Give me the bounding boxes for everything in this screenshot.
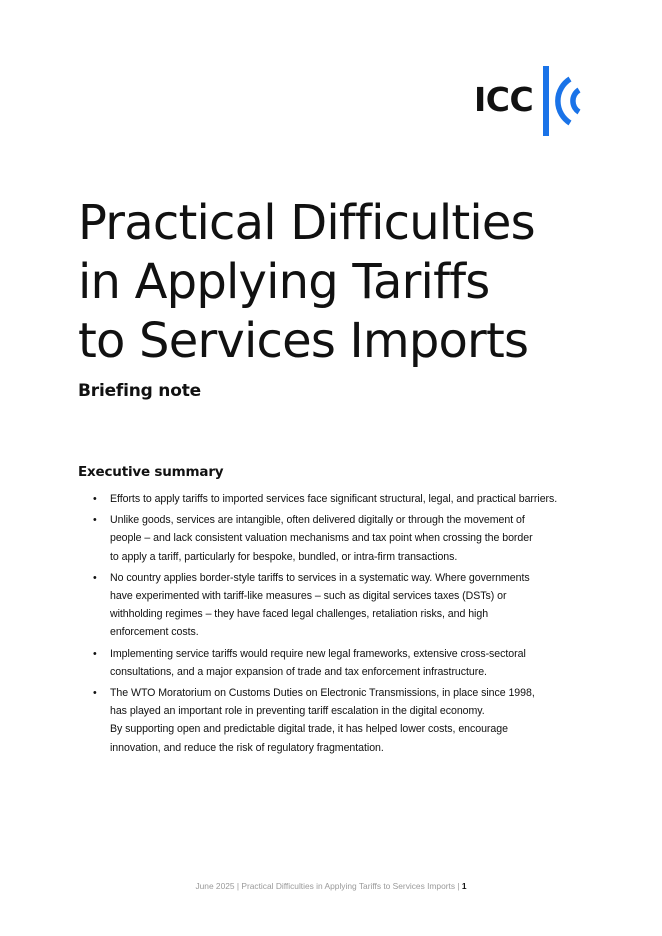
bullet-text-line: enforcement costs. (110, 626, 199, 639)
bullet-text-line: By supporting open and predictable digital trade, it has helped lower costs, encourage (110, 723, 508, 736)
bullet-text-line: people – and lack consistent valuation mechanisms and tax point when crossing the border (110, 532, 533, 545)
bullet-text-line: No country applies border-style tariffs to services in a systematic way. Where governments (110, 571, 530, 584)
summary-bullet-item (93, 511, 593, 566)
summary-bullet-item (93, 645, 593, 681)
icc-signal-mark-icon (543, 66, 585, 136)
bullet-text-line: Unlike goods, services are intangible, often delivered digitally or through the movement of (110, 514, 525, 527)
title-line: Practical Difficulties (78, 195, 535, 251)
bullet-marker: • (93, 493, 97, 505)
document-title (78, 194, 618, 371)
bullet-text-line: Efforts to apply tariffs to imported services face significant structural, legal, and practical barriers. (110, 493, 558, 505)
bullet-marker: • (93, 687, 97, 700)
bullet-marker: • (93, 647, 97, 660)
title-line: to Services Imports (78, 313, 529, 369)
bullet-text-line: consultations, and a major expansion of trade and tax enforcement infrastructure. (110, 665, 487, 678)
bullet-text-line: has played an important role in preventing tariff escalation in the digital economy. (110, 705, 485, 718)
logo-arc-inner (573, 90, 579, 112)
bullet-text-line: to apply a tariff, particularly for bespoke, bundled, or intra-firm transactions. (110, 550, 458, 563)
bullet-marker: • (93, 571, 97, 584)
section-heading-executive-summary: Executive summary (78, 464, 224, 480)
page-footer (0, 880, 662, 892)
logo-text: ICC (474, 80, 534, 119)
footer-text: June 2025 | Practical Difficulties in Applying Tariffs to Services Imports | (195, 881, 460, 891)
summary-bullet-item (93, 490, 593, 508)
bullet-text-line: withholding regimes – they have faced legal challenges, retaliation risks, and high (110, 608, 489, 621)
logo-bar (543, 66, 549, 136)
icc-logo (474, 66, 586, 136)
bullet-text-line: The WTO Moratorium on Customs Duties on Electronic Transmissions, in place since 1998, (110, 687, 535, 700)
document-subtitle: Briefing note (78, 381, 201, 401)
bullet-text-line: have experimented with tariff-like measures – such as digital services taxes (DSTs) or (110, 590, 507, 603)
page-number: 1 (461, 881, 467, 891)
logo-arc-outer (558, 79, 570, 123)
summary-bullet-item (93, 684, 593, 757)
title-line: in Applying Tariffs (78, 254, 490, 310)
executive-summary-list (93, 490, 593, 760)
summary-bullet-item (93, 569, 593, 642)
bullet-text-line: innovation, and reduce the risk of regulatory fragmentation. (110, 741, 384, 754)
bullet-marker: • (93, 514, 97, 527)
bullet-text-line: Implementing service tariffs would require new legal frameworks, extensive cross-sectoral (110, 647, 526, 660)
